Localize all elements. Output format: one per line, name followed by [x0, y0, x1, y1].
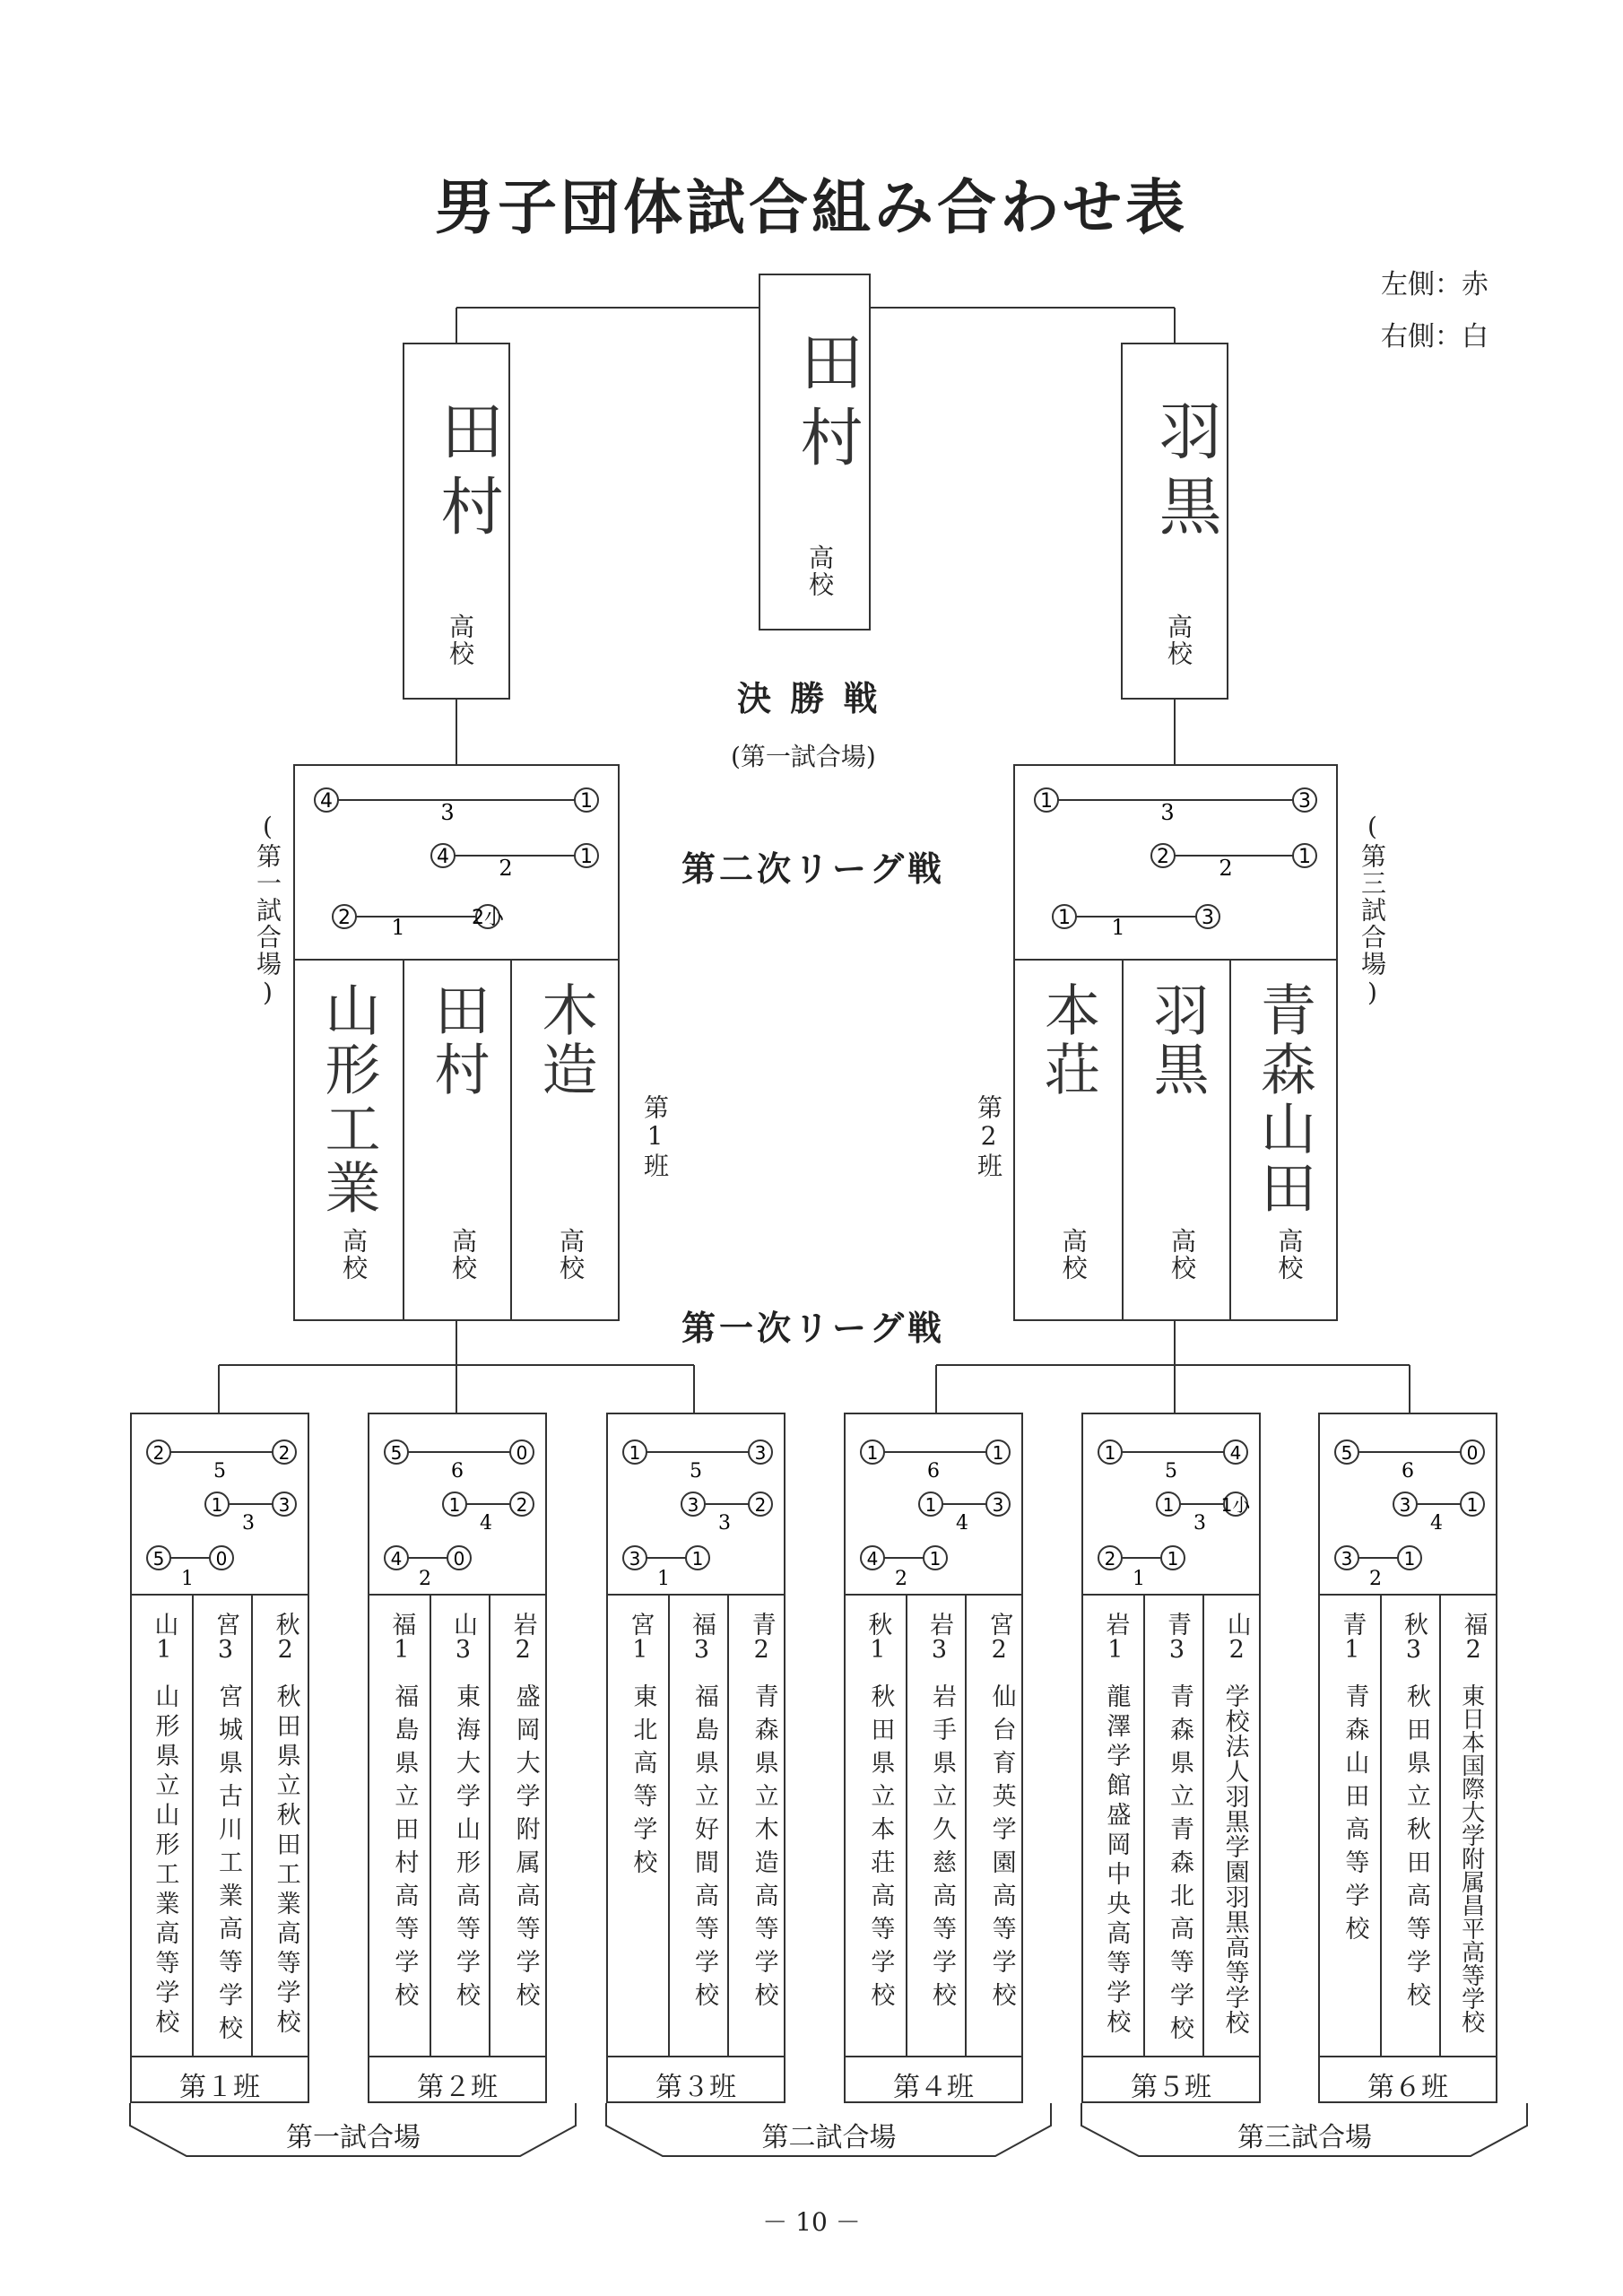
- first-group-divider: [132, 2056, 308, 2057]
- school-name: 青森県立青森北高等学校: [1165, 1683, 1193, 2048]
- school-name: 東日本国際大学附属昌平高等学校: [1457, 1683, 1485, 2033]
- first-group-label: 第４班: [893, 2072, 974, 2103]
- final-right-suffix: 高校: [1164, 613, 1193, 667]
- first-group-match-no: 3: [1193, 1512, 1206, 1535]
- first-group-score-text: 1: [866, 1442, 879, 1464]
- second-left-match-no: 2: [499, 856, 513, 881]
- school-name: 福島県立田村高等学校: [390, 1683, 419, 2015]
- second-left-score-text: 1: [580, 790, 593, 813]
- first-group-school-col: [1083, 1594, 1143, 2056]
- first-group-match-no: 1: [181, 1568, 194, 1590]
- first-group-4: [844, 1413, 1023, 2103]
- school-name: 龍澤学館盛岡中央高等学校: [1102, 1683, 1131, 2039]
- first-group-score-text: 5: [390, 1442, 403, 1464]
- school-seed: 秋3: [1399, 1612, 1428, 1664]
- final-winner-school: 田村: [790, 329, 864, 480]
- first-group-score-text: 3: [754, 1442, 767, 1464]
- first-group-score-text: 1: [448, 1494, 461, 1516]
- second-left-school-name: 木造: [533, 981, 598, 1100]
- first-group-score-text: 2: [152, 1442, 165, 1464]
- first-group-divider: [369, 2056, 545, 2057]
- second-right-school-name: 本荘: [1035, 981, 1101, 1100]
- first-group-score-text: 4: [866, 1548, 879, 1570]
- school-name: 青森山田高等学校: [1341, 1683, 1369, 1949]
- school-seed: 青1: [1338, 1612, 1367, 1664]
- first-group-match-no: 5: [1165, 1460, 1177, 1483]
- first-group-match-no: 2: [419, 1568, 431, 1590]
- first-group-school-col: [1143, 1594, 1203, 2056]
- first-group-match-no: 1: [1133, 1568, 1145, 1590]
- final-right-box: [1121, 343, 1228, 700]
- first-group-match-no: 4: [480, 1512, 492, 1535]
- first-group-label: 第１班: [179, 2072, 260, 2103]
- final-heading: 決 勝 戦: [737, 679, 881, 718]
- school-seed: 山3: [448, 1612, 477, 1664]
- second-left-score-text: 4: [320, 790, 333, 813]
- final-winner-suffix: 高校: [805, 544, 835, 598]
- second-left-school-col: [403, 959, 510, 1319]
- second-left-school-name: 山形工業: [316, 981, 381, 1218]
- second-right-label: 第2班: [974, 1094, 1003, 1179]
- first-group-match-lines: [1083, 1414, 1263, 1594]
- first-group-score-text: 3: [1341, 1548, 1353, 1570]
- school-name: 学校法人羽黒学園羽黒高等学校: [1220, 1683, 1249, 2035]
- first-group-match-lines: [369, 1414, 549, 1594]
- first-group-school-col: [727, 1594, 787, 2056]
- first-group-match-no: 4: [1430, 1512, 1443, 1535]
- first-group-school-col: [668, 1594, 728, 2056]
- first-group-school-col: [1202, 1594, 1263, 2056]
- first-group-score-text: 4: [390, 1548, 403, 1570]
- second-left-match-no: 1: [391, 915, 405, 940]
- first-group-score-text: 2: [1104, 1548, 1116, 1570]
- first-group-school-col: [430, 1594, 490, 2056]
- second-right-school-name: 羽黒: [1143, 981, 1210, 1100]
- school-name: 秋田県立秋田高等学校: [1402, 1683, 1430, 2015]
- first-group-match-lines: [846, 1414, 1025, 1594]
- first-group-divider: [1320, 2056, 1496, 2057]
- second-right-school-name: 青森山田: [1251, 981, 1317, 1218]
- second-right-match-no: 2: [1219, 856, 1233, 881]
- first-group-divider: [608, 2056, 784, 2057]
- first-group-school-col: [192, 1594, 252, 2056]
- school-seed: 福3: [687, 1612, 716, 1664]
- final-left-suffix: 高校: [446, 613, 475, 667]
- final-left-box: [403, 343, 510, 700]
- second-left-school-col: [295, 959, 403, 1319]
- first-group-match-no: 5: [690, 1460, 702, 1483]
- second-left-school-suffix: 高校: [339, 1228, 369, 1282]
- school-name: 東海大学山形高等学校: [451, 1683, 480, 2015]
- first-group-score-text: 2: [754, 1494, 767, 1516]
- school-seed: 宮2: [985, 1612, 1013, 1664]
- first-group-score-text: 1: [929, 1548, 942, 1570]
- second-left-score-text: 2: [338, 907, 351, 929]
- second-right-school-suffix: 高校: [1167, 1228, 1197, 1282]
- first-group-school-col: [132, 1594, 192, 2056]
- first-group-label: 第２班: [417, 2072, 498, 2103]
- school-seed: 岩1: [1101, 1612, 1130, 1664]
- venue-label-1: 第一試合場: [286, 2122, 421, 2153]
- first-group-score-text: 1: [924, 1494, 937, 1516]
- second-left-score-text: 4: [437, 846, 449, 868]
- first-group-match-no: 1: [657, 1568, 670, 1590]
- school-seed: 山1: [150, 1612, 178, 1664]
- legend-left: 左側：赤: [1381, 269, 1488, 300]
- first-group-school-col: [1380, 1594, 1440, 2056]
- school-seed: 宮3: [211, 1612, 239, 1664]
- school-name: 東北高等学校: [629, 1683, 657, 1883]
- first-group-score-text: 0: [215, 1548, 228, 1570]
- first-group-match-no: 6: [927, 1460, 940, 1483]
- final-right-school: 羽黒: [1149, 398, 1222, 549]
- legend-right: 右側：白: [1381, 321, 1488, 352]
- first-league-heading: 第一次リーグ戦: [681, 1309, 946, 1348]
- first-group-school-col: [1320, 1594, 1380, 2056]
- first-group-divider: [1083, 2056, 1259, 2057]
- second-left-match-no: 3: [440, 800, 455, 825]
- second-left-school-name: 田村: [425, 981, 490, 1100]
- first-group-school-col: [608, 1594, 668, 2056]
- first-group-school-col: [906, 1594, 966, 2056]
- first-group-score-text: 0: [1466, 1442, 1479, 1464]
- second-right-school-suffix: 高校: [1274, 1228, 1305, 1282]
- school-name: 青森県立木造高等学校: [750, 1683, 778, 2015]
- first-group-score-text: 0: [516, 1442, 528, 1464]
- second-right-school-col: [1229, 959, 1336, 1319]
- second-right-score-text: 3: [1298, 790, 1311, 813]
- first-group-score-text: 5: [152, 1548, 165, 1570]
- first-group-score-text: 0: [453, 1548, 465, 1570]
- second-left-school-suffix: 高校: [556, 1228, 586, 1282]
- school-name: 秋田県立秋田工業高等学校: [272, 1683, 300, 2039]
- second-right-school-col: [1015, 959, 1122, 1319]
- first-group-school-col: [251, 1594, 311, 2056]
- first-group-score-text: 1小: [1220, 1494, 1251, 1516]
- first-group-match-lines: [608, 1414, 787, 1594]
- first-group-score-text: 1: [629, 1442, 641, 1464]
- first-group-2: [368, 1413, 547, 2103]
- first-group-score-text: 1: [1104, 1442, 1116, 1464]
- first-group-match-no: 2: [1369, 1568, 1382, 1590]
- second-left-match-lines: [295, 766, 618, 959]
- venue-label-3: 第三試合場: [1237, 2122, 1372, 2153]
- school-seed: 山2: [1222, 1612, 1251, 1664]
- first-group-match-no: 6: [451, 1460, 464, 1483]
- first-group-score-text: 3: [278, 1494, 291, 1516]
- first-group-score-text: 1: [1466, 1494, 1479, 1516]
- first-group-score-text: 1: [1403, 1548, 1416, 1570]
- first-group-score-text: 1: [1162, 1494, 1175, 1516]
- second-left-score-text: 2小: [472, 907, 504, 929]
- second-right-score-text: 2: [1157, 846, 1169, 868]
- school-seed: 青2: [747, 1612, 776, 1664]
- final-winner-box: [759, 274, 871, 631]
- second-right-score-text: 3: [1202, 907, 1214, 929]
- first-group-score-text: 3: [992, 1494, 1004, 1516]
- school-name: 山形県立山形工業高等学校: [151, 1683, 179, 2039]
- first-group-3: [606, 1413, 785, 2103]
- first-group-score-text: 5: [1341, 1442, 1353, 1464]
- final-venue: (第一試合場): [731, 742, 876, 771]
- first-group-score-text: 3: [1399, 1494, 1411, 1516]
- final-left-school: 田村: [430, 398, 504, 549]
- school-seed: 福1: [387, 1612, 416, 1664]
- first-group-score-text: 3: [687, 1494, 699, 1516]
- school-seed: 青3: [1162, 1612, 1191, 1664]
- school-name: 秋田県立本荘高等学校: [866, 1683, 895, 2015]
- second-right-school-suffix: 高校: [1058, 1228, 1089, 1282]
- second-right-venue: (第三試合場): [1358, 812, 1387, 1009]
- school-seed: 岩2: [508, 1612, 537, 1664]
- school-name: 福島県立好間高等学校: [690, 1683, 718, 2015]
- second-left-school-suffix: 高校: [448, 1228, 478, 1282]
- first-group-school-col: [369, 1594, 430, 2056]
- first-group-match-no: 3: [718, 1512, 731, 1535]
- first-group-match-lines: [132, 1414, 311, 1594]
- second-right-score-text: 1: [1298, 846, 1311, 868]
- second-league-right-box: [1013, 764, 1338, 1321]
- second-left-venue: (第一試合場): [253, 812, 282, 1009]
- first-group-score-text: 1: [211, 1494, 223, 1516]
- first-group-score-text: 1: [992, 1442, 1004, 1464]
- page-title: 男子団体試合組み合わせ表: [435, 173, 1188, 242]
- school-name: 岩手県立久慈高等学校: [927, 1683, 956, 2015]
- first-group-label: 第５班: [1131, 2072, 1211, 2103]
- school-seed: 宮1: [626, 1612, 655, 1664]
- school-seed: 岩3: [924, 1612, 953, 1664]
- first-group-match-no: 2: [895, 1568, 907, 1590]
- second-league-left-box: [293, 764, 620, 1321]
- first-group-score-text: 2: [516, 1494, 528, 1516]
- second-right-school-col: [1122, 959, 1228, 1319]
- second-left-score-text: 1: [580, 846, 593, 868]
- first-group-score-text: 1: [1167, 1548, 1179, 1570]
- first-group-school-col: [965, 1594, 1025, 2056]
- second-league-heading: 第二次リーグ戦: [681, 849, 946, 889]
- first-group-match-no: 3: [242, 1512, 255, 1535]
- first-group-6: [1318, 1413, 1497, 2103]
- school-seed: 福2: [1459, 1612, 1488, 1664]
- first-group-score-text: 4: [1229, 1442, 1242, 1464]
- second-right-score-text: 1: [1058, 907, 1071, 929]
- second-left-school-col: [510, 959, 618, 1319]
- page-number: － 10 －: [762, 2207, 861, 2237]
- first-group-score-text: 3: [629, 1548, 641, 1570]
- second-right-score-text: 1: [1040, 790, 1053, 813]
- first-group-5: [1081, 1413, 1261, 2103]
- school-name: 仙台育英学園高等学校: [987, 1683, 1016, 2015]
- first-group-match-lines: [1320, 1414, 1499, 1594]
- first-group-label: 第６班: [1367, 2072, 1448, 2103]
- first-group-school-col: [1439, 1594, 1499, 2056]
- school-seed: 秋1: [864, 1612, 892, 1664]
- school-name: 宮城県古川工業高等学校: [213, 1683, 242, 2048]
- school-seed: 秋2: [271, 1612, 299, 1664]
- venue-label-2: 第二試合場: [761, 2122, 897, 2153]
- second-right-match-no: 3: [1160, 800, 1175, 825]
- second-left-label: 第1班: [640, 1094, 670, 1179]
- first-group-score-text: 2: [278, 1442, 291, 1464]
- first-group-score-text: 1: [691, 1548, 704, 1570]
- first-group-match-no: 6: [1402, 1460, 1414, 1483]
- first-group-1: [130, 1413, 309, 2103]
- school-name: 盛岡大学附属高等学校: [511, 1683, 540, 2015]
- first-group-match-no: 5: [213, 1460, 226, 1483]
- first-group-divider: [846, 2056, 1021, 2057]
- first-group-match-no: 4: [956, 1512, 968, 1535]
- first-group-school-col: [489, 1594, 549, 2056]
- second-right-match-lines: [1015, 766, 1336, 959]
- first-group-label: 第３班: [655, 2072, 736, 2103]
- first-group-school-col: [846, 1594, 906, 2056]
- second-right-match-no: 1: [1111, 915, 1125, 940]
